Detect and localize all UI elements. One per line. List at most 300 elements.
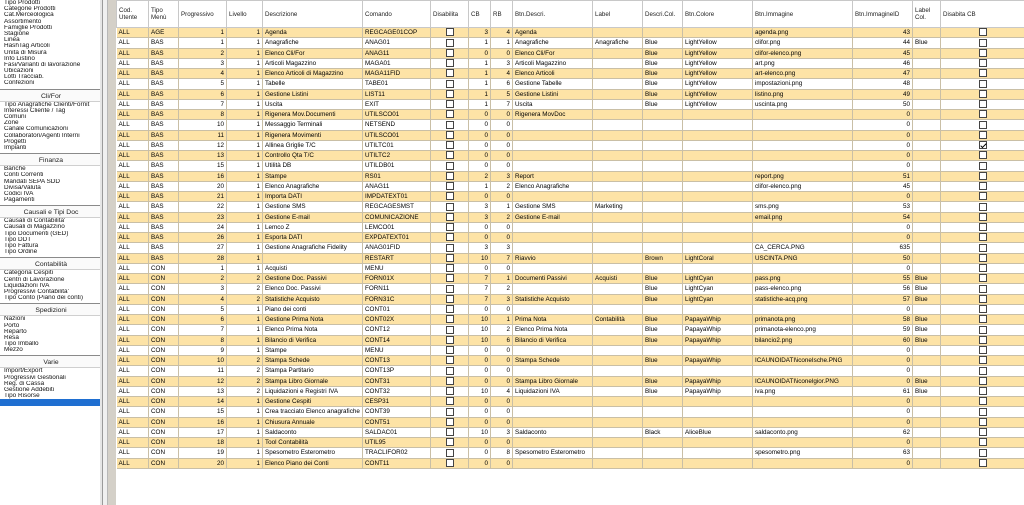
table-cell[interactable] [683,171,753,181]
table-cell[interactable]: Elenco Articoli [513,69,593,79]
checkbox[interactable] [979,285,987,293]
checkbox[interactable] [979,336,987,344]
table-cell[interactable]: LEMCO01 [363,222,431,232]
table-cell[interactable] [683,120,753,130]
table-cell[interactable]: impostazioni.png [753,79,853,89]
table-cell[interactable] [593,243,643,253]
table-cell[interactable]: Blue [643,48,683,58]
table-cell[interactable] [683,407,753,417]
checkbox-cell[interactable] [941,89,1024,99]
table-cell[interactable]: 1 [227,99,263,109]
checkbox-cell[interactable] [431,427,469,437]
checkbox[interactable] [979,254,987,262]
checkbox-cell[interactable] [941,171,1024,181]
table-cell[interactable]: Tool Contabilità [263,438,363,448]
checkbox[interactable] [446,438,454,446]
table-cell[interactable]: 7 [491,99,513,109]
table-cell[interactable]: ALL [117,99,149,109]
table-cell[interactable]: 5 [179,79,227,89]
table-cell[interactable]: ALL [117,427,149,437]
table-cell[interactable]: 6 [179,315,227,325]
table-cell[interactable] [593,417,643,427]
table-cell[interactable]: CONT12 [363,325,431,335]
table-cell[interactable]: RESTART [363,253,431,263]
table-cell[interactable]: Elenco Doc. Passivi [263,284,363,294]
table-row[interactable] [117,417,1024,427]
table-cell[interactable]: USCINTA.PNG [753,253,853,263]
table-cell[interactable]: PapayaWhip [683,386,753,396]
table-cell[interactable]: Spesometro Esterometro [263,448,363,458]
table-cell[interactable]: primanota-elenco.png [753,325,853,335]
table-row[interactable] [117,202,1024,212]
table-cell[interactable]: BAS [149,48,179,58]
checkbox-cell[interactable] [431,417,469,427]
table-cell[interactable]: 8 [491,448,513,458]
table-cell[interactable] [513,130,593,140]
checkbox[interactable] [446,110,454,118]
table-cell[interactable]: CON [149,458,179,468]
table-cell[interactable]: 1 [227,233,263,243]
table-cell[interactable] [913,192,941,202]
checkbox-cell[interactable] [941,181,1024,191]
sidebar-item[interactable]: Tipo Conto (Piano dei conti) [4,295,83,302]
table-cell[interactable] [913,458,941,468]
table-cell[interactable] [643,161,683,171]
table-cell[interactable]: report.png [753,171,853,181]
checkbox-cell[interactable] [431,335,469,345]
table-cell[interactable]: 0 [469,458,491,468]
table-cell[interactable]: CON [149,448,179,458]
table-cell[interactable] [513,366,593,376]
checkbox-cell[interactable] [941,253,1024,263]
table-cell[interactable]: 0 [469,263,491,273]
table-cell[interactable]: ALL [117,386,149,396]
table-cell[interactable]: Acquisti [263,263,363,273]
table-cell[interactable] [753,263,853,273]
table-cell[interactable]: 0 [853,233,913,243]
table-cell[interactable]: Blue [643,376,683,386]
table-cell[interactable]: 1 [227,438,263,448]
checkbox[interactable] [446,233,454,241]
table-cell[interactable]: 10 [179,356,227,366]
table-cell[interactable] [753,458,853,468]
table-cell[interactable]: 0 [469,151,491,161]
table-cell[interactable]: 58 [853,315,913,325]
table-cell[interactable] [643,233,683,243]
table-row[interactable] [117,345,1024,355]
table-cell[interactable]: 0 [469,366,491,376]
table-cell[interactable]: ALL [117,253,149,263]
table-cell[interactable] [643,140,683,150]
table-cell[interactable]: PapayaWhip [683,376,753,386]
table-cell[interactable] [753,345,853,355]
table-cell[interactable] [913,427,941,437]
table-cell[interactable]: Gestione SMS [513,202,593,212]
sidebar-item[interactable]: Centri di Lavorazione [4,276,65,283]
table-cell[interactable]: ALL [117,140,149,150]
table-cell[interactable]: clifor-elenco.png [753,181,853,191]
table-cell[interactable] [913,58,941,68]
table-cell[interactable]: 1 [491,274,513,284]
table-cell[interactable]: 0 [469,192,491,202]
table-cell[interactable]: ALL [117,171,149,181]
table-cell[interactable]: BAS [149,253,179,263]
table-cell[interactable] [513,263,593,273]
table-cell[interactable]: Blue [913,284,941,294]
table-cell[interactable]: CON [149,284,179,294]
checkbox[interactable] [979,326,987,334]
table-cell[interactable]: PapayaWhip [683,356,753,366]
table-cell[interactable]: saldaconto.png [753,427,853,437]
table-cell[interactable]: 0 [491,397,513,407]
table-cell[interactable]: 0 [491,417,513,427]
checkbox-cell[interactable] [941,345,1024,355]
checkbox-cell[interactable] [431,263,469,273]
checkbox[interactable] [446,264,454,272]
checkbox[interactable] [979,100,987,108]
checkbox-cell[interactable] [941,151,1024,161]
table-cell[interactable]: REGCAGESMST [363,202,431,212]
checkbox[interactable] [979,387,987,395]
table-cell[interactable]: Blue [643,386,683,396]
checkbox[interactable] [446,397,454,405]
table-cell[interactable]: ICAUNOIDATI\iconelgior.PNG [753,376,853,386]
column-header[interactable]: Livello [227,1,263,28]
checkbox-cell[interactable] [941,315,1024,325]
table-cell[interactable] [593,120,643,130]
table-cell[interactable]: CON [149,274,179,284]
table-row[interactable] [117,304,1024,314]
sidebar-item[interactable]: Info Listino [4,55,35,62]
table-row[interactable] [117,407,1024,417]
table-cell[interactable]: Rigenera Mov.Documenti [263,110,363,120]
table-cell[interactable] [513,397,593,407]
table-cell[interactable]: CONT51 [363,417,431,427]
table-cell[interactable] [643,304,683,314]
checkbox-cell[interactable] [431,171,469,181]
table-cell[interactable]: ANAG01 [363,38,431,48]
checkbox[interactable] [446,244,454,252]
table-cell[interactable]: ALL [117,304,149,314]
table-cell[interactable]: 2 [227,376,263,386]
table-row[interactable] [117,161,1024,171]
table-cell[interactable] [753,222,853,232]
sidebar-item[interactable]: Comuni [4,114,27,120]
column-header[interactable]: Comando [363,1,431,28]
table-cell[interactable] [593,304,643,314]
table-cell[interactable] [753,233,853,243]
checkbox-cell[interactable] [941,243,1024,253]
table-cell[interactable]: ALL [117,407,149,417]
table-cell[interactable]: statistiche-acq.png [753,294,853,304]
table-cell[interactable]: 0 [853,130,913,140]
table-cell[interactable]: ALL [117,202,149,212]
checkbox-cell[interactable] [941,304,1024,314]
table-cell[interactable] [513,304,593,314]
table-cell[interactable]: ALL [117,222,149,232]
sidebar-item[interactable]: Unita di Misura [4,49,47,56]
table-cell[interactable]: 16 [179,171,227,181]
table-cell[interactable]: Stampa Libro Giornale [263,376,363,386]
table-cell[interactable]: MAGA01 [363,58,431,68]
table-cell[interactable]: 1 [227,253,263,263]
checkbox-cell[interactable] [941,325,1024,335]
table-cell[interactable] [593,233,643,243]
table-cell[interactable] [593,151,643,161]
checkbox-cell[interactable] [941,407,1024,417]
checkbox[interactable] [979,182,987,190]
checkbox[interactable] [979,110,987,118]
table-cell[interactable]: BAS [149,212,179,222]
checkbox[interactable] [979,418,987,426]
checkbox-cell[interactable] [941,427,1024,437]
table-row[interactable] [117,397,1024,407]
table-cell[interactable] [913,161,941,171]
table-cell[interactable]: 2 [227,356,263,366]
table-cell[interactable]: MENU [363,345,431,355]
table-cell[interactable]: LightYellow [683,48,753,58]
table-cell[interactable]: ALL [117,438,149,448]
checkbox-cell[interactable] [941,222,1024,232]
checkbox-cell[interactable] [431,386,469,396]
sidebar-scrollbar[interactable] [100,0,102,505]
table-cell[interactable] [593,69,643,79]
table-row[interactable] [117,130,1024,140]
table-cell[interactable]: ALL [117,294,149,304]
table-cell[interactable] [913,263,941,273]
checkbox-cell[interactable] [431,253,469,263]
table-cell[interactable]: FORN01X [363,274,431,284]
table-cell[interactable]: Utilità DB [263,161,363,171]
checkbox-cell[interactable] [941,110,1024,120]
table-cell[interactable]: Blue [643,79,683,89]
checkbox[interactable] [446,315,454,323]
table-cell[interactable]: ALL [117,284,149,294]
table-cell[interactable]: ALL [117,263,149,273]
table-cell[interactable]: 8 [179,110,227,120]
table-cell[interactable]: Tabelle [263,79,363,89]
checkbox[interactable] [979,69,987,77]
table-cell[interactable]: Articoli Magazzino [513,58,593,68]
sidebar-item[interactable]: Ubicazioni [4,68,34,75]
table-cell[interactable]: Gestione SMS [263,202,363,212]
table-cell[interactable]: CONT02X [363,315,431,325]
table-cell[interactable]: Blue [913,376,941,386]
table-cell[interactable]: 12 [179,376,227,386]
table-cell[interactable] [593,28,643,38]
table-cell[interactable]: ALL [117,89,149,99]
table-cell[interactable]: 0 [853,140,913,150]
table-row[interactable] [117,151,1024,161]
table-cell[interactable]: Stampa Schede [263,356,363,366]
table-row[interactable] [117,79,1024,89]
checkbox-cell[interactable] [431,89,469,99]
checkbox[interactable] [446,121,454,129]
table-cell[interactable]: 0 [491,222,513,232]
table-cell[interactable] [643,366,683,376]
table-cell[interactable] [593,397,643,407]
checkbox[interactable] [979,223,987,231]
table-cell[interactable]: BAS [149,171,179,181]
table-row[interactable] [117,315,1024,325]
table-cell[interactable]: Blue [643,284,683,294]
table-cell[interactable]: Stampa Partitario [263,366,363,376]
table-cell[interactable]: ALL [117,315,149,325]
table-cell[interactable]: CONT13 [363,356,431,366]
table-cell[interactable]: RS01 [363,171,431,181]
checkbox[interactable] [979,233,987,241]
table-cell[interactable]: 2 [227,366,263,376]
table-row[interactable] [117,140,1024,150]
table-cell[interactable]: 0 [853,192,913,202]
table-cell[interactable]: Controllo Qta T/C [263,151,363,161]
table-cell[interactable]: Saldaconto [263,427,363,437]
table-cell[interactable]: 1 [227,79,263,89]
table-cell[interactable]: Anagrafiche [513,38,593,48]
table-cell[interactable]: Marketing [593,202,643,212]
table-cell[interactable]: CON [149,427,179,437]
table-cell[interactable]: 1 [227,69,263,79]
checkbox-cell[interactable] [431,222,469,232]
table-cell[interactable]: 22 [179,202,227,212]
table-cell[interactable]: 1 [227,427,263,437]
table-cell[interactable] [913,140,941,150]
table-cell[interactable] [753,397,853,407]
table-cell[interactable] [913,417,941,427]
table-cell[interactable] [593,335,643,345]
table-cell[interactable]: ALL [117,161,149,171]
table-cell[interactable]: 1 [227,161,263,171]
table-cell[interactable]: 1 [227,38,263,48]
table-row[interactable] [117,263,1024,273]
checkbox[interactable] [446,151,454,159]
table-cell[interactable] [913,222,941,232]
checkbox[interactable] [446,80,454,88]
table-cell[interactable]: 13 [179,151,227,161]
checkbox-cell[interactable] [431,243,469,253]
checkbox[interactable] [446,459,454,467]
table-cell[interactable]: 48 [853,79,913,89]
table-cell[interactable] [593,140,643,150]
table-cell[interactable]: 2 [227,294,263,304]
checkbox[interactable] [446,69,454,77]
column-header[interactable]: Btn.ImmagineID [853,1,913,28]
table-cell[interactable]: Statistiche Acquisto [513,294,593,304]
table-cell[interactable]: Agenda [513,28,593,38]
table-cell[interactable] [753,140,853,150]
table-row[interactable] [117,99,1024,109]
table-cell[interactable]: 0 [491,438,513,448]
table-cell[interactable]: 0 [853,263,913,273]
table-cell[interactable] [683,438,753,448]
table-cell[interactable]: 0 [491,48,513,58]
table-cell[interactable]: Blue [643,58,683,68]
table-cell[interactable]: CON [149,263,179,273]
table-cell[interactable]: 2 [491,325,513,335]
table-cell[interactable]: ALL [117,151,149,161]
table-cell[interactable] [593,58,643,68]
checkbox[interactable] [979,203,987,211]
table-row[interactable] [117,233,1024,243]
table-cell[interactable]: ALL [117,58,149,68]
checkbox[interactable] [979,459,987,467]
table-cell[interactable]: 57 [853,294,913,304]
table-row[interactable] [117,458,1024,468]
sidebar-item[interactable]: Tipo Documenti (GED) [4,230,69,237]
table-cell[interactable]: Lemco Z [263,222,363,232]
table-cell[interactable]: CON [149,438,179,448]
table-cell[interactable]: 0 [853,366,913,376]
table-cell[interactable]: 10 [469,253,491,263]
sidebar-item[interactable]: Fasi/Varianti di lavorazione [4,61,81,68]
table-cell[interactable]: 2 [227,386,263,396]
table-row[interactable] [117,38,1024,48]
table-cell[interactable]: ALL [117,69,149,79]
table-cell[interactable]: Articoli Magazzino [263,58,363,68]
table-cell[interactable]: 1 [227,243,263,253]
table-cell[interactable]: Elenco Anagrafiche [263,181,363,191]
table-row[interactable] [117,294,1024,304]
table-cell[interactable]: 0 [853,397,913,407]
table-cell[interactable]: CON [149,417,179,427]
table-cell[interactable]: CA_CERCA.PNG [753,243,853,253]
table-cell[interactable]: Blue [643,38,683,48]
table-cell[interactable]: 1 [179,263,227,273]
table-row[interactable] [117,356,1024,366]
table-cell[interactable]: Blue [643,294,683,304]
table-cell[interactable]: Blue [913,315,941,325]
table-cell[interactable]: ALL [117,397,149,407]
table-cell[interactable]: uscinta.png [753,99,853,109]
sidebar-item[interactable]: Categorie Prodotti [4,6,56,13]
table-cell[interactable]: 1 [227,181,263,191]
table-cell[interactable]: AliceBlue [683,427,753,437]
table-cell[interactable] [683,417,753,427]
table-cell[interactable] [643,181,683,191]
sidebar-item[interactable]: Tipo Anagrafiche Clienti/Fornit [4,101,90,108]
table-cell[interactable]: COMUNICAZIONE [363,212,431,222]
table-cell[interactable]: 8 [179,335,227,345]
table-row[interactable] [117,376,1024,386]
sidebar-item[interactable]: Canale Comunicazioni [4,126,68,133]
table-cell[interactable]: 0 [853,304,913,314]
checkbox[interactable] [979,264,987,272]
table-cell[interactable]: 1 [227,263,263,273]
table-cell[interactable]: Uscita [263,99,363,109]
table-cell[interactable]: 18 [179,438,227,448]
table-row[interactable] [117,427,1024,437]
table-cell[interactable]: 1 [469,89,491,99]
table-cell[interactable]: 0 [491,192,513,202]
checkbox[interactable] [979,356,987,364]
checkbox[interactable] [446,28,454,36]
table-cell[interactable]: Stampa Libro Giornale [513,376,593,386]
sidebar-item[interactable]: Tipo Risorse [4,393,40,400]
table-cell[interactable] [913,171,941,181]
table-cell[interactable]: CON [149,345,179,355]
checkbox[interactable] [979,172,987,180]
table-cell[interactable] [643,28,683,38]
table-cell[interactable]: ALL [117,366,149,376]
table-cell[interactable]: Riavvio [513,253,593,263]
checkbox[interactable] [979,428,987,436]
sidebar-item[interactable]: Porto [4,322,20,329]
checkbox-cell[interactable] [941,386,1024,396]
table-cell[interactable] [913,89,941,99]
table-cell[interactable]: ALL [117,335,149,345]
table-cell[interactable] [913,69,941,79]
table-cell[interactable]: 1 [227,335,263,345]
